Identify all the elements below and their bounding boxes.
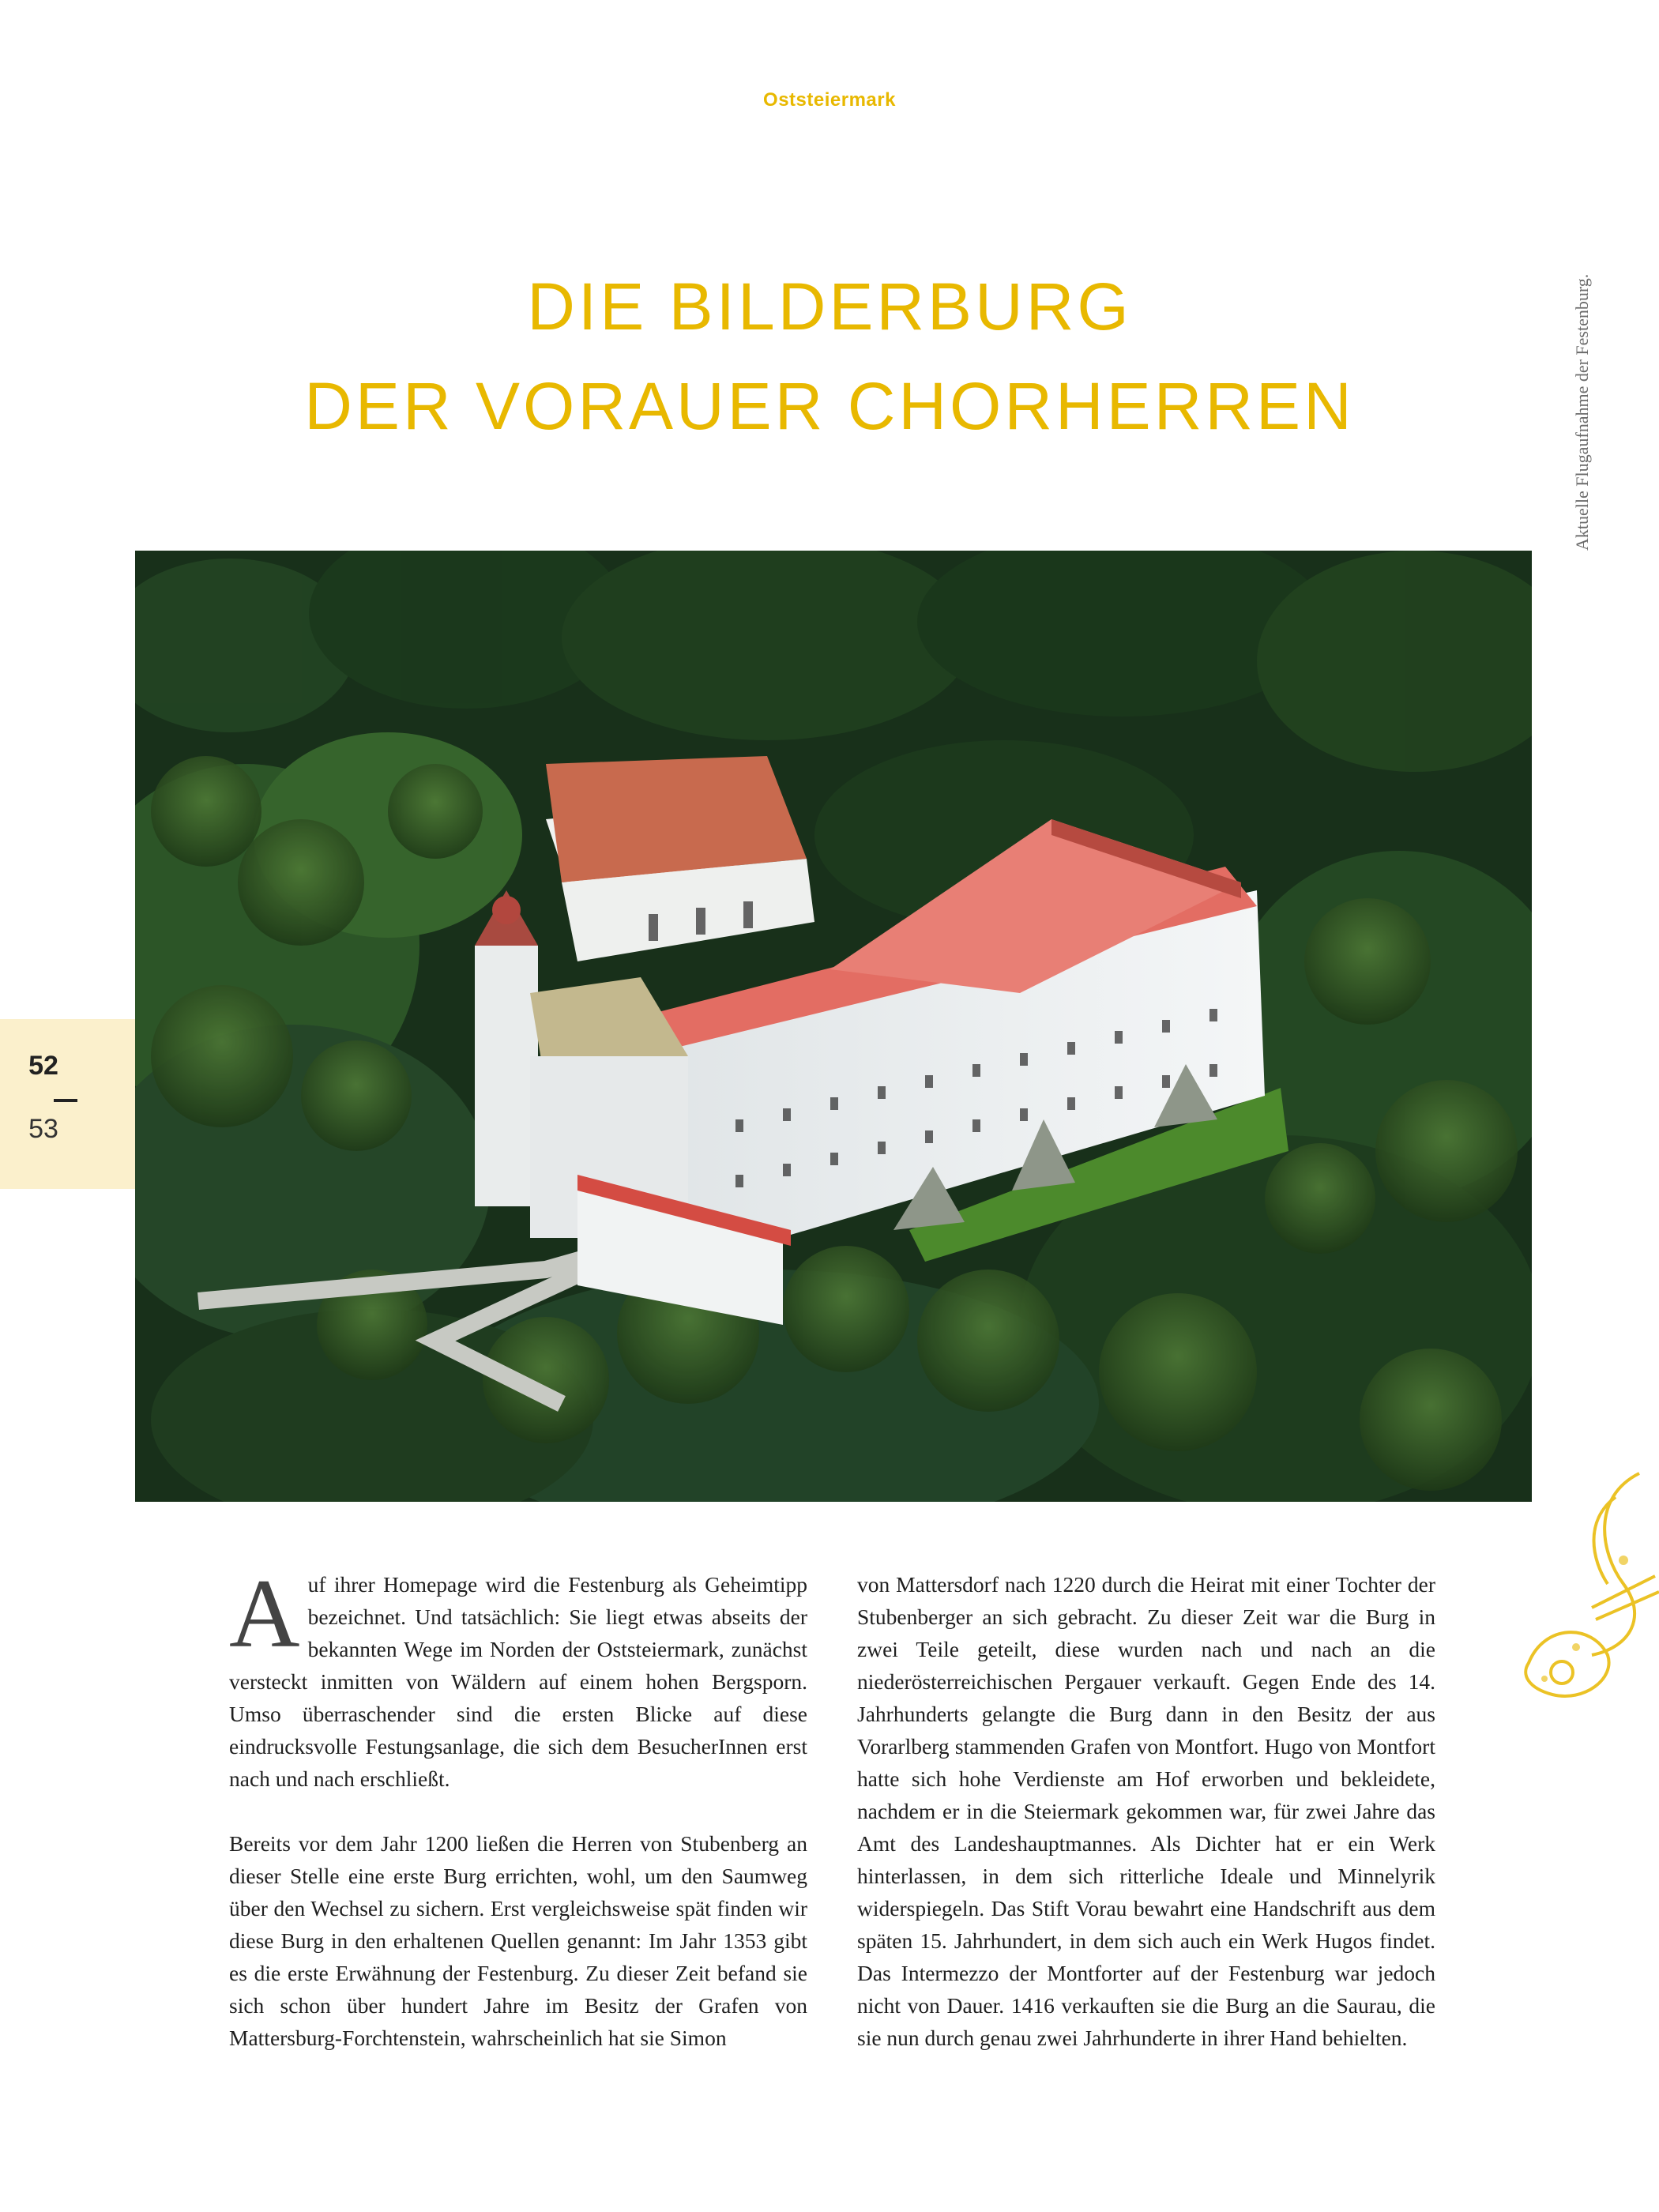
- text-column-left: [229, 1559, 807, 2086]
- body-paragraph-3: von Mattersdorf nach 1220 durch die Heirat mit einer Tochter der Stubenberger an sich gebracht. Zu dieser Zeit war die Burg in zwei Teile geteilt, diese wurden nach und nach an die niederösterreichischen Pergauer verkauft. Gegen Ende des 14. Jahrhunderts gelangte die Burg dann in den Besitz der aus Vorarlberg stammenden Grafen von Montfort. Hugo von Montfort hatte sich hohe Verdienste am Hof erworben und bekleidete, nachdem er in die Steiermark gekommen war, für zwei Jahre das Amt des Landeshauptmannes. Als Dichter hat er ein Werk hinterlassen, in dem sich ritterliche Ideale und Minnelyrik widerspiegeln. Das Stift Vorau bewahrt eine Handschrift aus dem späten 15. Jahrhundert, in dem sich auch ein Werk Hugos findet. Das Intermezzo der Montforter auf der Festenburg war jedoch nicht von Dauer. 1416 verkauften sie die Burg an die Saurau, die sie nun durch genau zwei Jahrhunderte in ihrer Hand behielten.: [857, 1572, 1435, 2050]
- title-line-2: DER VORAUER CHORHERREN: [304, 369, 1355, 443]
- decorative-ornament-icon: [1497, 1465, 1659, 1706]
- drop-cap: A: [229, 1559, 300, 1668]
- page-title: [0, 257, 1659, 456]
- paragraph-1-text: uf ihrer Homepage wird die Festenburg als Geheimtipp bezeichnet. Und tatsächlich: Sie liegt etwas abseits der bekannten Wege im Norden der Oststeiermark, zunächst versteckt inmitten von Wäldern auf einem hohen Bergsporn. Umso überraschender sind die ersten Blicke auf diese eindrucksvolle Festungsanlage, die sich dem BesucherInnen erst nach und nach erschließt.: [229, 1572, 807, 1791]
- photo-caption-text: Aktuelle Flugaufnahme der Festenburg.: [1572, 273, 1592, 551]
- body-paragraph-2: Bereits vor dem Jahr 1200 ließen die Herren von Stubenberg an dieser Stelle eine erste Burg errichten, wohl, um den Saumweg über den Wechsel zu sichern. Erst vergleichsweise spät finden wir diese Burg in den erhaltenen Quellen genannt: Im Jahr 1353 gibt es die erste Erwähnung der Festenburg. Zu dieser Zeit befand sie sich schon über hundert Jahre im Besitz der Grafen von Mattersburg-Forchtenstein, wahrscheinlich hat sie Simon: [229, 1831, 807, 2050]
- title-line-1: DIE BILDERBURG: [527, 269, 1132, 344]
- page-number-next: 53: [28, 1114, 58, 1144]
- body-paragraph-1: [229, 1559, 807, 1795]
- photo-caption: [1545, 273, 1592, 867]
- section-label: Oststeiermark: [763, 89, 896, 111]
- page-number-tab: [0, 1019, 135, 1189]
- page-number-divider: [54, 1099, 77, 1102]
- text-column-right: [857, 1568, 1435, 2086]
- page-number-current: 52: [28, 1051, 58, 1081]
- castle-aerial-photo: [135, 551, 1532, 1502]
